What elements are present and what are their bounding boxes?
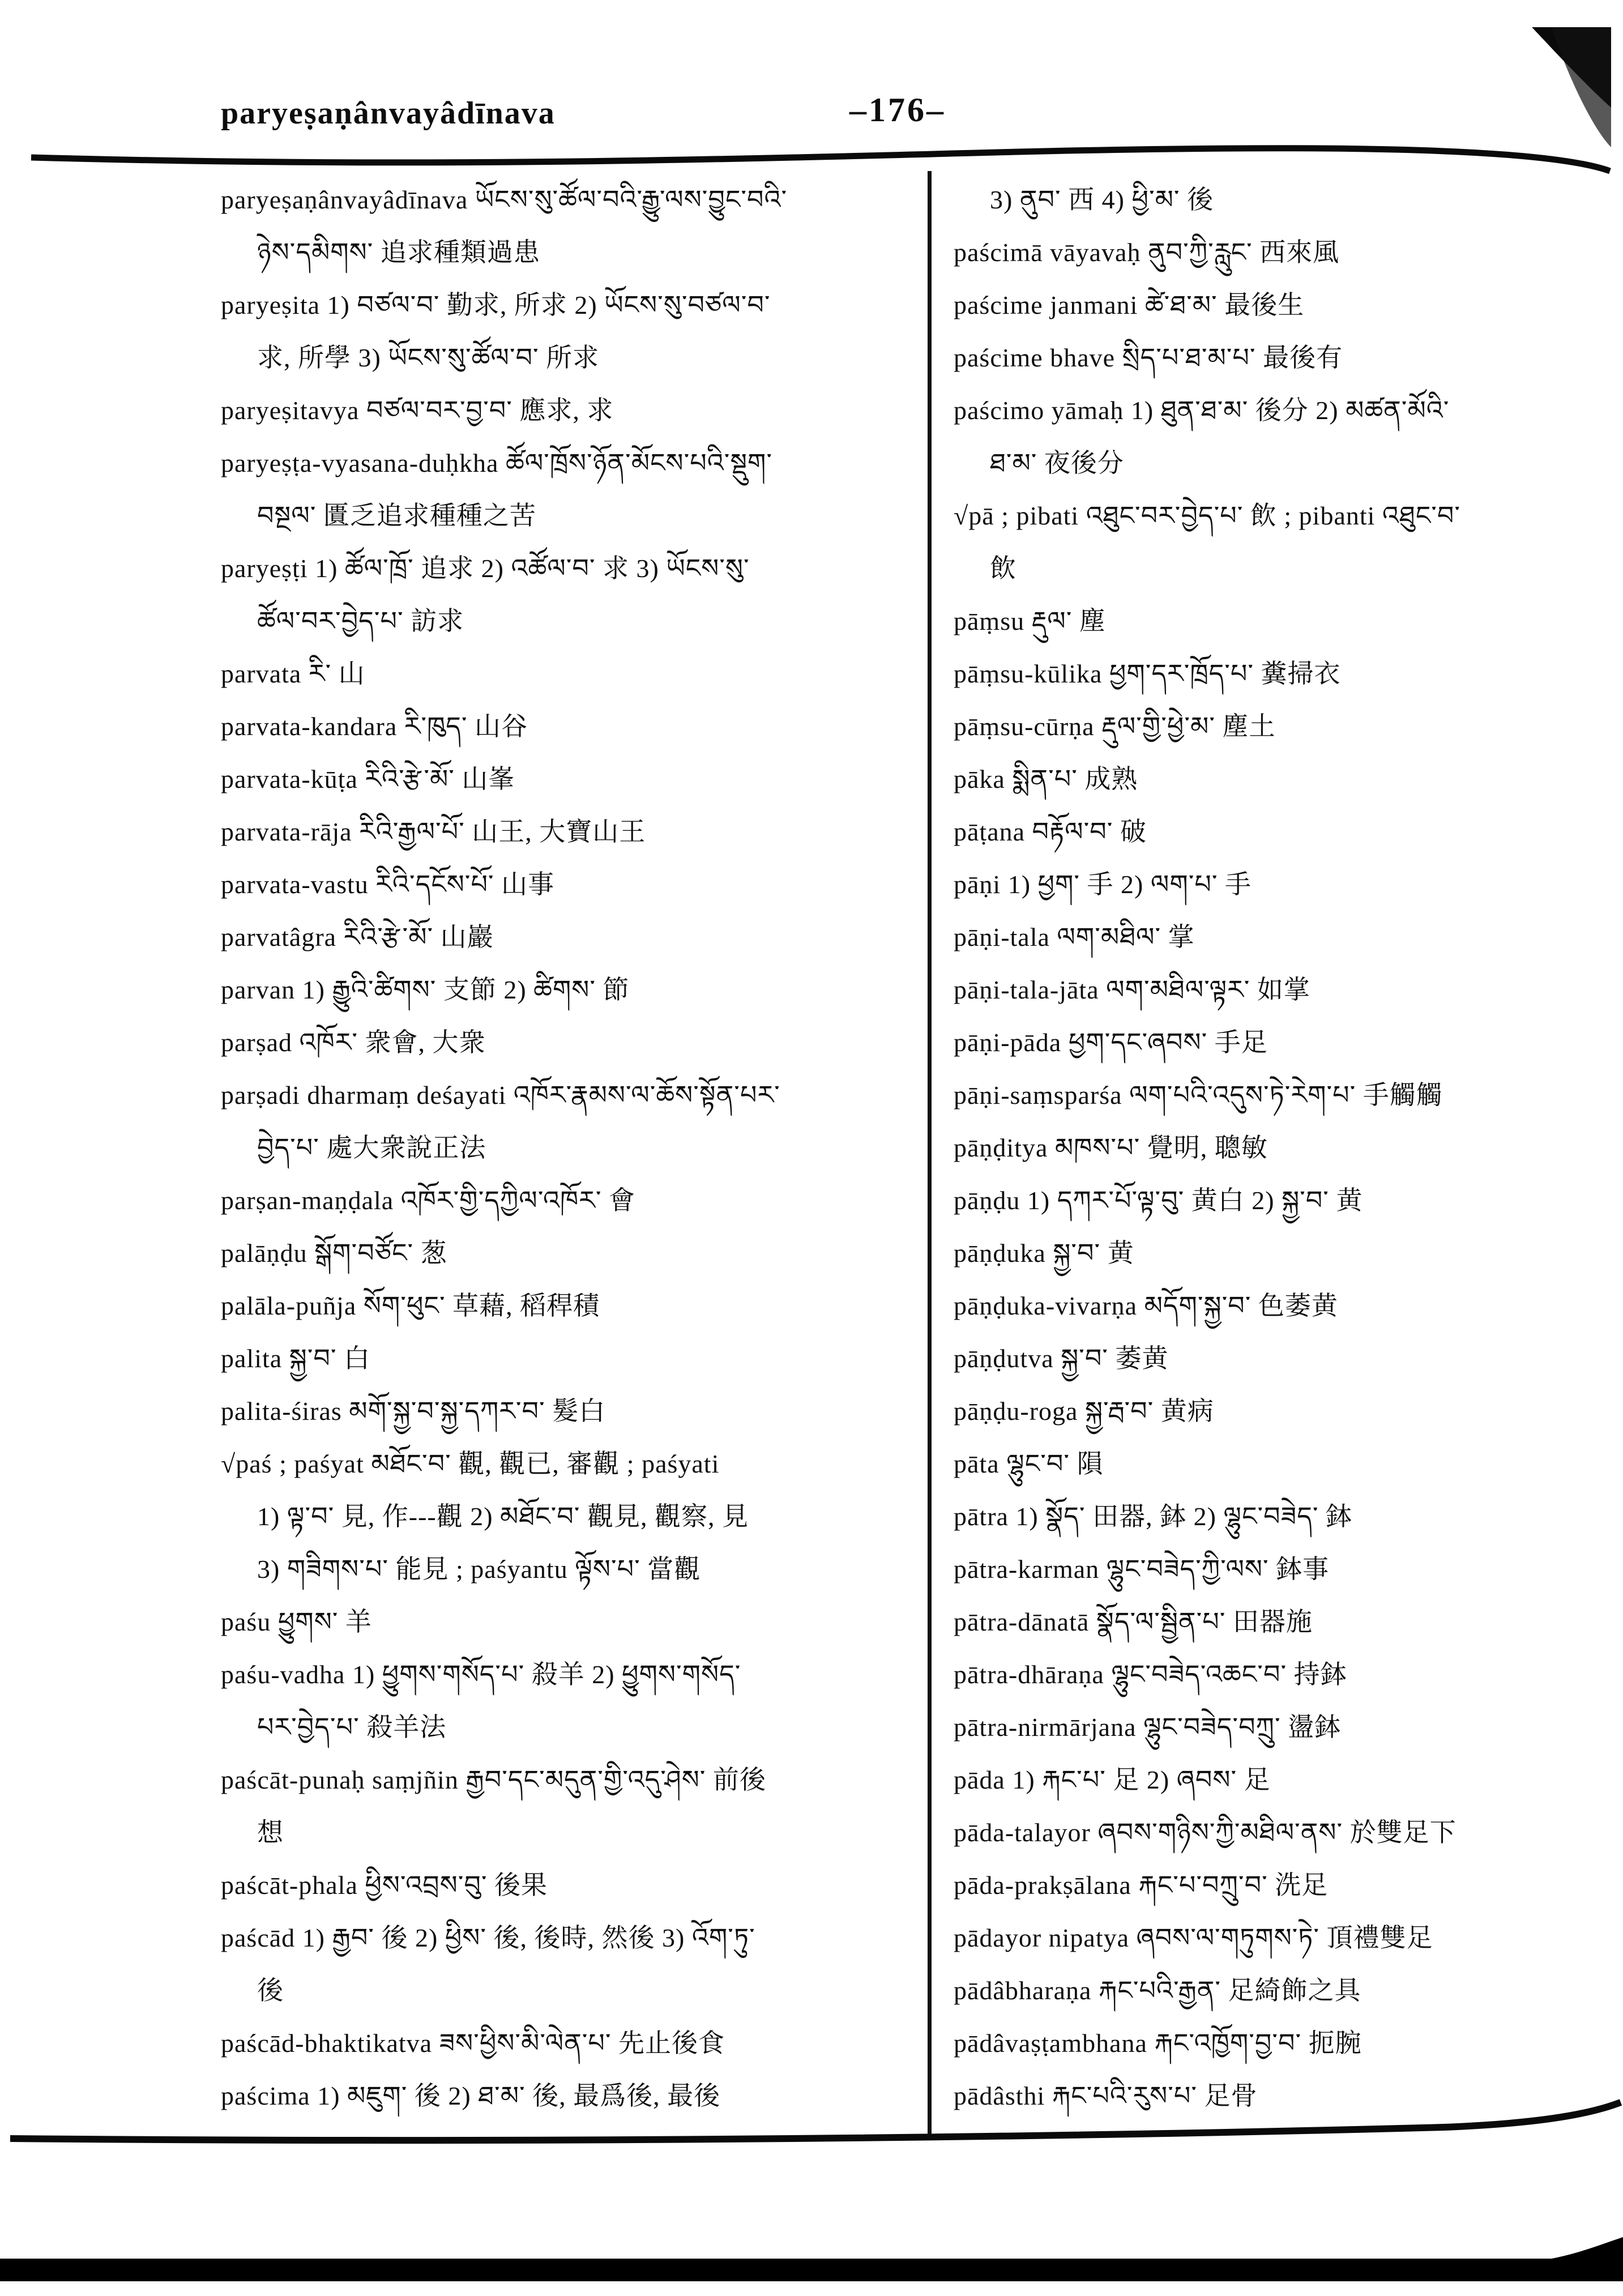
dictionary-entry (221, 753, 929, 805)
entry-line-continuation: 3) གཟིགས་པ་ 能見 ; paśyantu ལྟོས་པ་ 當觀 (257, 1555, 701, 1584)
entry-line-head: pāṇḍitya མཁས་པ་ 覺明, 聰敏 (954, 1133, 1268, 1162)
dictionary-entry (954, 1016, 1611, 1069)
dictionary-entry (954, 1911, 1611, 1964)
dictionary-entry (221, 1753, 929, 1859)
dictionary-entry (221, 1174, 929, 1227)
entry-line-head: pāṇḍuka སྐྱ་བ་ 黄 (954, 1239, 1134, 1268)
entry-line-head: paścād 1) རྒྱབ་ 後 2) ཕྱིས་ 後, 後時, 然後 3) འོག་ཏུ་ (221, 1923, 755, 1952)
dictionary-entry (954, 226, 1611, 279)
dictionary-entry (954, 1437, 1611, 1490)
entry-line-head: paśu-vadha 1) ཕྱུགས་གསོད་པ་ 殺羊 2) ཕྱུགས་གསོད་ (221, 1660, 741, 1689)
entry-line-head: paścād-bhaktikatva ཟས་ཕྱིས་མི་ལེན་པ་ 先止後食 (221, 2029, 725, 2058)
dictionary-entry (954, 1753, 1611, 1806)
entry-line-head: pāṇḍu-roga སྐྱ་རྦ་བ་ 黄病 (954, 1397, 1214, 1426)
entry-line-head: pādâbharaṇa རྐང་པའི་རྒྱན་ 足綺飾之具 (954, 1976, 1361, 2005)
bottom-scan-bar (0, 2259, 1623, 2281)
entry-line-head: palita-śiras མགོ་སྐྱ་བ་སྐྱ་དཀར་བ་ 髮白 (221, 1397, 606, 1426)
dictionary-entry (221, 647, 929, 700)
dictionary-entry (221, 1069, 929, 1174)
dictionary-entry (954, 1227, 1611, 1279)
entry-line-continuation: བསྔལ་ 匱乏追求種種之苦 (257, 501, 536, 530)
entry-line-head: paścāt-punaḥ saṃjñin རྒྱབ་དང་མདུན་གྱི་འདུ་ཤེས་ 前後 (221, 1765, 766, 1794)
dictionary-entry (954, 279, 1611, 331)
dictionary-entry (954, 331, 1611, 384)
entry-line-head: parṣadi dharmaṃ deśayati འཁོར་རྣམས་ལ་ཆོས་སྟོན་པར་ (221, 1081, 780, 1109)
dictionary-entry (221, 2017, 929, 2069)
entry-line-head: parvatâgra རིའི་རྩེ་མོ་ 山巖 (221, 923, 494, 951)
dictionary-entry (954, 384, 1611, 489)
right-column (954, 173, 1611, 2122)
entry-line-head: palāla-puñja སོག་ཕུང་ 草藉, 稻稈積 (221, 1291, 600, 1320)
entry-line-head: pāṇi-tala ལག་མཐིལ་ 掌 (954, 923, 1195, 951)
entry-line-head: parvata-vastu རིའི་དངོས་པོ་ 山事 (221, 870, 555, 899)
dictionary-entry (954, 1859, 1611, 1911)
dictionary-entry (954, 700, 1611, 753)
entry-line-head: √pā ; pibati འཐུང་བར་བྱེད་པ་ 飲 ; pibanti འཐུང་བ་ (954, 501, 1461, 530)
entry-line-head: parvata-kūṭa རིའི་རྩེ་མོ་ 山峯 (221, 765, 515, 793)
entry-line-head: pāṇḍu 1) དཀར་པོ་ལྟ་བུ་ 黄白 2) སྐྱ་བ་ 黄 (954, 1186, 1363, 1215)
dictionary-entry (221, 1859, 929, 1911)
dictionary-entry (221, 173, 929, 279)
dictionary-entry (221, 2069, 929, 2122)
entry-line-head: pāṇi 1) ཕྱག་ 手 2) ལག་པ་ 手 (954, 870, 1252, 899)
dictionary-entry (954, 1490, 1611, 1543)
dictionary-entry (221, 384, 929, 437)
entry-line-head: paścima 1) མཇུག་ 後 2) ཐ་མ་ 後, 最爲後, 最後 (221, 2081, 721, 2110)
entry-line-head: pātra 1) སྣོད་ 田器, 鉢 2) ལྷུང་བཟེད་ 鉢 (954, 1502, 1353, 1531)
entry-line-head: pāda 1) རྐང་པ་ 足 2) ཞབས་ 足 (954, 1765, 1271, 1794)
dictionary-entry (954, 858, 1611, 911)
entry-line-continuation: ཐ་མ་ 夜後分 (990, 449, 1124, 477)
dictionary-entry (221, 542, 929, 647)
entry-line-head: pāṃsu-kūlika ཕྱག་དར་ཁྲོད་པ་ 糞掃衣 (954, 659, 1341, 688)
entry-line-head: pāṇi-saṃsparśa ལག་པའི་འདུས་ཏེ་རེག་པ་ 手觸觸 (954, 1081, 1443, 1109)
dictionary-entry (221, 911, 929, 963)
entry-line-head: parṣad འཁོར་ 衆會, 大衆 (221, 1028, 486, 1057)
entry-line-head: pāta ལྷུང་བ་ 隕 (954, 1449, 1104, 1478)
entry-line-head: 3) ནུབ་ 西 4) ཕྱི་མ་ 後 (990, 185, 1214, 214)
dictionary-entry (221, 1437, 929, 1595)
dictionary-entry (954, 595, 1611, 647)
entry-line-head: pāṃsu རྡུལ་ 塵 (954, 607, 1106, 635)
dictionary-entry (221, 1279, 929, 1332)
dictionary-entry (221, 963, 929, 1016)
entry-line-head: pātra-nirmārjana ལྷུང་བཟེད་བཀྲུ་ 盪鉢 (954, 1713, 1342, 1742)
entry-line-head: parvata-kandara རི་ཁུད་ 山谷 (221, 712, 528, 741)
entry-line-head: paśu ཕྱུགས་ 羊 (221, 1607, 372, 1636)
entry-line-continuation: ཉེས་དམིགས་ 追求種類過患 (257, 238, 540, 267)
dictionary-entry (954, 1648, 1611, 1701)
entry-line-head: paryeṣṭa-vyasana-duḥkha ཚོལ་ཁྲོས་ཉོན་མོངས་པའི་སྡུག་ (221, 449, 773, 477)
entry-line-continuation: 求, 所學 3) ཡོངས་སུ་ཚོལ་བ་ 所求 (257, 343, 600, 372)
entry-line-continuation: 後 (257, 1976, 284, 2005)
entry-line-head: paścime janmani ཚེ་ཐ་མ་ 最後生 (954, 291, 1305, 319)
dictionary-entry (954, 647, 1611, 700)
entry-line-head: pāṃsu-cūrṇa རྡུལ་གྱི་ཕྱེ་མ་ 塵土 (954, 712, 1276, 741)
entry-line-head: pātra-dānatā སྣོད་ལ་སྦྱིན་པ་ 田器施 (954, 1607, 1313, 1636)
entry-line-head: paryeṣṭi 1) ཚོལ་ཁྲོ་ 追求 2) འཚོལ་བ་ 求 3) ཡོངས་སུ་ (221, 554, 750, 583)
dictionary-entry (954, 1806, 1611, 1859)
dictionary-entry (954, 489, 1611, 595)
entry-line-continuation: 想 (257, 1818, 284, 1847)
entry-line-head: pādayor nipatya ཞབས་ལ་གཏུགས་ཏེ་ 頂禮雙足 (954, 1923, 1433, 1952)
entry-line-head: pāṇḍutva སྐྱ་བ་ 萎黄 (954, 1344, 1169, 1373)
entry-line-head: parvata-rāja རིའི་རྒྱལ་པོ་ 山王, 大寶山王 (221, 817, 646, 846)
entry-line-head: paścāt-phala ཕྱིས་འབྲས་བུ་ 後果 (221, 1871, 548, 1900)
page-number: –176– (849, 91, 946, 129)
entry-line-continuation: ཚོལ་བར་བྱེད་པ་ 訪求 (257, 607, 464, 635)
entry-line-head: pāṇi-tala-jāta ལག་མཐིལ་ལྟར་ 如掌 (954, 975, 1310, 1004)
dictionary-entry (954, 1543, 1611, 1595)
dictionary-entry (221, 858, 929, 911)
entry-line-head: pātra-karman ལྷུང་བཟེད་ཀྱི་ལས་ 鉢事 (954, 1555, 1330, 1584)
dictionary-entry (954, 1279, 1611, 1332)
dictionary-entry (954, 1701, 1611, 1753)
dictionary-entry (221, 437, 929, 542)
dictionary-entry (954, 1174, 1611, 1227)
dictionary-entry (221, 1227, 929, 1279)
dictionary-entry (954, 2017, 1611, 2069)
entry-line-head: parvata རི་ 山 (221, 659, 365, 688)
dictionary-entry (221, 1595, 929, 1648)
dictionary-entry (221, 805, 929, 858)
dictionary-entry (954, 1332, 1611, 1385)
dictionary-entry (954, 1121, 1611, 1174)
entry-line-head: parvan 1) རྒྱུའི་ཚིགས་ 支節 2) ཚིགས་ 節 (221, 975, 630, 1004)
dictionary-entry (954, 1385, 1611, 1437)
entry-line-continuation: 飲 (990, 554, 1016, 583)
dictionary-entry (221, 1016, 929, 1069)
entry-line-head: pāda-prakṣālana རྐང་པ་བཀྲུ་བ་ 洗足 (954, 1871, 1329, 1900)
entry-line-head: pātra-dhāraṇa ལྷུང་བཟེད་འཆང་བ་ 持鉢 (954, 1660, 1347, 1689)
entry-line-continuation: བྱེད་པ་ 處大衆說正法 (257, 1133, 486, 1162)
dictionary-entry (954, 2069, 1611, 2122)
dictionary-entry (221, 1648, 929, 1753)
entry-line-head: palāṇḍu སྒོག་བཙོང་ 葱 (221, 1239, 447, 1268)
dictionary-entry (954, 1964, 1611, 2017)
dictionary-entry (954, 963, 1611, 1016)
entry-line-head: palita སྐྱ་བ་ 白 (221, 1344, 371, 1373)
dictionary-entry (221, 1385, 929, 1437)
entry-line-head: √paś ; paśyat མཐོང་བ་ 觀, 觀已, 審觀 ; paśyati (221, 1449, 720, 1478)
entry-line-head: pādâsthi རྐང་པའི་རུས་པ་ 足骨 (954, 2081, 1258, 2110)
dictionary-entry (954, 911, 1611, 963)
entry-line-head: parṣan-maṇḍala འཁོར་གྱི་དཀྱིལ་འཁོར་ 會 (221, 1186, 635, 1215)
entry-line-head: paścime bhave སྲིད་པ་ཐ་མ་པ་ 最後有 (954, 343, 1343, 372)
entry-line-head: pāda-talayor ཞབས་གཉིས་ཀྱི་མཐིལ་ནས་ 於雙足下 (954, 1818, 1457, 1847)
dictionary-entry (221, 1332, 929, 1385)
dictionary-entry (954, 173, 1611, 226)
entry-line-head: paścimā vāyavaḥ ནུབ་ཀྱི་རླུང་ 西來風 (954, 238, 1340, 267)
entry-line-head: paryeṣita 1) བཙལ་བ་ 勤求, 所求 2) ཡོངས་སུ་བཙལ་བ་ (221, 291, 771, 319)
entry-line-head: pāṭana བརྟོལ་བ་ 破 (954, 817, 1147, 846)
left-column (221, 173, 929, 2122)
dictionary-entry (954, 1069, 1611, 1121)
dictionary-entry (221, 279, 929, 384)
entry-line-head: pāṇḍuka-vivarṇa མདོག་སྐྱ་བ་ 色萎黄 (954, 1291, 1338, 1320)
dictionary-entry (954, 1595, 1611, 1648)
entry-line-head: pāṇi-pāda ཕྱག་དང་ཞབས་ 手足 (954, 1028, 1268, 1057)
dictionary-entry (221, 700, 929, 753)
entry-line-head: paścimo yāmaḥ 1) ཐུན་ཐ་མ་ 後分 2) མཚན་མོའི་ (954, 396, 1450, 425)
entry-line-continuation: པར་བྱེད་པ་ 殺羊法 (257, 1713, 447, 1742)
entry-line-head: pāka སྨིན་པ་ 成熟 (954, 765, 1138, 793)
entry-line-head: paryeṣitavya བཙལ་བར་བྱ་བ་ 應求, 求 (221, 396, 614, 425)
dictionary-entry (954, 805, 1611, 858)
dictionary-entry (954, 753, 1611, 805)
dictionary-entry (221, 1911, 929, 2017)
entry-line-head: paryeṣaṇânvayâdīnava ཡོངས་སུ་ཚོལ་བའི་རྒྱུ་ལས་བྱུང་བའི་ (221, 185, 788, 214)
guide-word: paryeṣaṇânvayâdīnava (221, 96, 556, 131)
entry-line-head: pādâvaṣṭambhana རྐང་འཁྱོག་བྱ་བ་ 扼腕 (954, 2029, 1362, 2058)
entry-line-continuation: 1) ལྟ་བ་ 見, 作---觀 2) མཐོང་བ་ 觀見, 觀察, 見 (257, 1502, 749, 1531)
